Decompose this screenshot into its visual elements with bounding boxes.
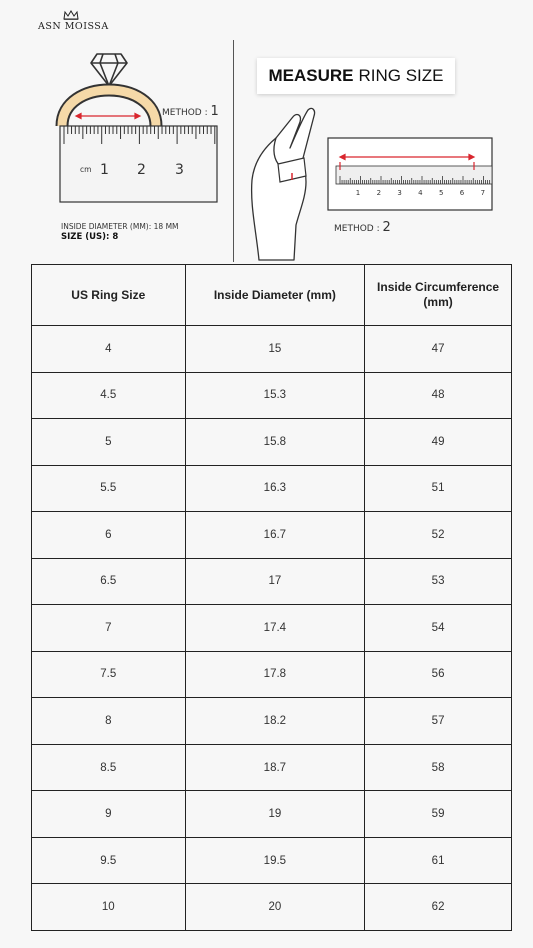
method-label-text: METHOD : — [162, 108, 208, 118]
table-row — [32, 884, 512, 931]
method-number: 1 — [210, 104, 219, 119]
cell-us-size: 7.5 — [32, 651, 186, 698]
method-number: 2 — [382, 220, 391, 235]
cell-inside-circumference: 56 — [365, 651, 512, 698]
cell-inside-diameter: 18.7 — [185, 744, 365, 791]
cell-inside-diameter: 15.8 — [185, 419, 365, 466]
cell-inside-circumference: 59 — [365, 791, 512, 838]
cell-inside-diameter: 19 — [185, 791, 365, 838]
ruler-number: 1 — [100, 162, 109, 178]
cell-inside-diameter: 17.8 — [185, 651, 365, 698]
cell-us-size: 5 — [32, 419, 186, 466]
cell-inside-diameter: 18.2 — [185, 698, 365, 745]
cell-inside-diameter: 19.5 — [185, 837, 365, 884]
method2-label — [334, 220, 391, 235]
table-row — [32, 465, 512, 512]
page-title — [257, 58, 455, 94]
hand-icon — [252, 108, 315, 260]
diamond-icon — [91, 54, 127, 86]
cell-inside-diameter: 17 — [185, 558, 365, 605]
cell-us-size: 9 — [32, 791, 186, 838]
cell-inside-circumference: 62 — [365, 884, 512, 931]
ruler-number: 5 — [438, 189, 444, 197]
header-us-size: US Ring Size — [32, 265, 186, 326]
cell-us-size: 6.5 — [32, 558, 186, 605]
cell-inside-circumference: 57 — [365, 698, 512, 745]
cell-inside-circumference: 48 — [365, 372, 512, 419]
table-row — [32, 698, 512, 745]
cell-us-size: 4 — [32, 326, 186, 373]
cell-us-size: 6 — [32, 512, 186, 559]
ruler-number: 4 — [418, 189, 423, 197]
cell-inside-circumference: 52 — [365, 512, 512, 559]
title-regular: RING SIZE — [358, 66, 444, 85]
cell-inside-diameter: 17.4 — [185, 605, 365, 652]
table-row — [32, 372, 512, 419]
ring-size-table — [31, 264, 512, 931]
method-label-text: METHOD : — [334, 224, 380, 234]
cell-inside-circumference: 61 — [365, 837, 512, 884]
header-inside-diameter: Inside Diameter (mm) — [185, 265, 365, 326]
ruler-number: 2 — [137, 162, 146, 178]
table-row — [32, 605, 512, 652]
measure-arrow — [76, 114, 140, 119]
table-header-row — [32, 265, 512, 326]
cell-us-size: 8 — [32, 698, 186, 745]
ruler-unit: cm — [80, 165, 92, 174]
cell-inside-diameter: 15 — [185, 326, 365, 373]
method2-illustration — [234, 100, 504, 265]
header-inside-circumference: Inside Circumference (mm) — [365, 265, 512, 326]
ruler-number: 3 — [175, 162, 184, 178]
cell-us-size: 7 — [32, 605, 186, 652]
brand-name: ASN MOISSA — [38, 21, 109, 32]
table-row — [32, 558, 512, 605]
table-row — [32, 651, 512, 698]
cell-inside-circumference: 54 — [365, 605, 512, 652]
size-text: SIZE (US): 8 — [61, 232, 119, 242]
table-row — [32, 837, 512, 884]
inside-diameter-text: INSIDE DIAMETER (MM): 18 MM — [61, 222, 179, 231]
title-bold: MEASURE — [268, 66, 354, 85]
ruler-number: 2 — [376, 189, 382, 197]
cell-inside-circumference: 51 — [365, 465, 512, 512]
ruler-number: 1 — [355, 189, 361, 197]
cell-us-size: 4.5 — [32, 372, 186, 419]
table-row — [32, 326, 512, 373]
table-row — [32, 512, 512, 559]
table-row — [32, 419, 512, 466]
cell-inside-circumference: 53 — [365, 558, 512, 605]
ruler-number: 3 — [397, 189, 402, 197]
table-row — [32, 791, 512, 838]
method1-label — [162, 104, 219, 119]
cell-us-size: 8.5 — [32, 744, 186, 791]
cell-inside-circumference: 47 — [365, 326, 512, 373]
cell-inside-diameter: 16.3 — [185, 465, 365, 512]
cell-us-size: 5.5 — [32, 465, 186, 512]
cell-inside-diameter: 16.7 — [185, 512, 365, 559]
cell-inside-circumference: 49 — [365, 419, 512, 466]
cell-us-size: 9.5 — [32, 837, 186, 884]
cell-inside-diameter: 15.3 — [185, 372, 365, 419]
cell-us-size: 10 — [32, 884, 186, 931]
table-row — [32, 744, 512, 791]
ruler-number: 7 — [480, 189, 486, 197]
cell-inside-diameter: 20 — [185, 884, 365, 931]
ruler-number: 6 — [459, 189, 465, 197]
cell-inside-circumference: 58 — [365, 744, 512, 791]
